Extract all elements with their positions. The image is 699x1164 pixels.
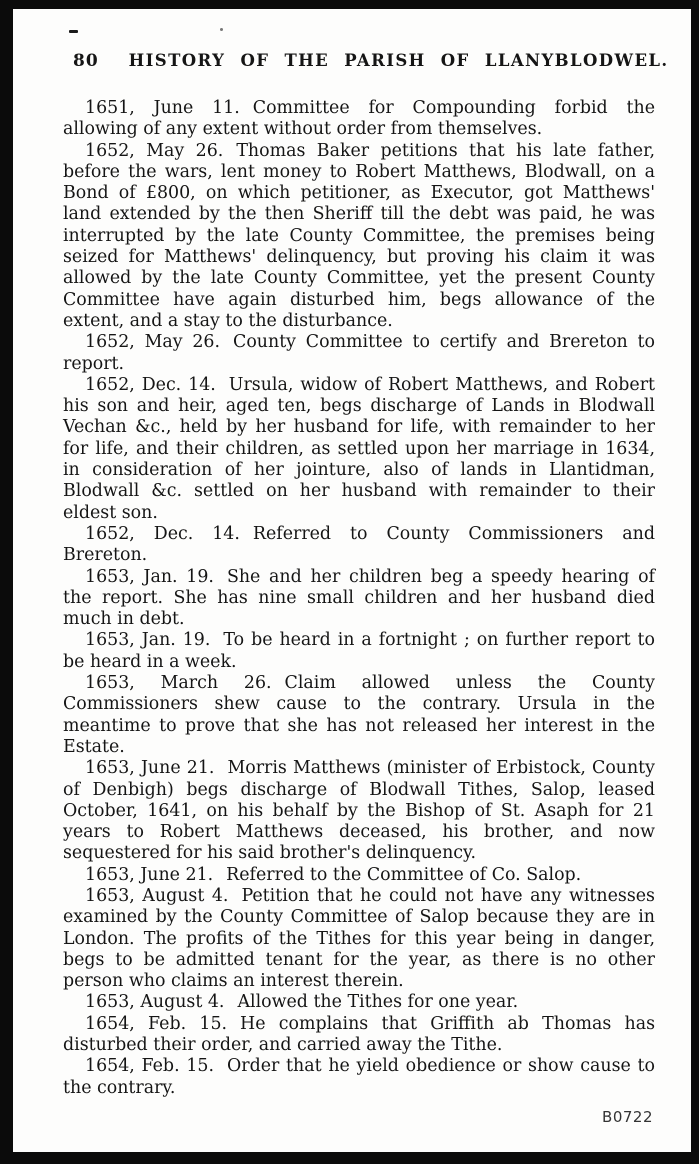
entry-paragraph [63, 630, 655, 673]
entry-date: 1654, Feb. 15. [85, 1056, 214, 1077]
entry-text: Petition that he could not have any witnesses examined by the County Committee of Salop because they are in London. The profits of the Tithes for this year being in danger, begs to be admitted tenant for the year, as there is no other person who claims an interest therein. [63, 885, 655, 992]
entry-date: 1654, Feb. 15. [85, 1013, 228, 1034]
entry-date: 1653, June 21. [85, 864, 214, 885]
entry-date: 1653, August 4. [85, 992, 225, 1013]
entry-date: 1653, March 26. [85, 673, 272, 694]
entry-text: Ursula, widow of Robert Matthews, and Robert his son and heir, aged ten, begs discharge of Lands in Blodwall Vechan &c., held by her husband for life, with remainder to her for life, and their children, as settled upon her marriage in 1634, in consideration of her jointure, also of lands in Llantidman, Blodwall &c. settled on her husband with remainder to their eldest son. [63, 374, 655, 523]
scan-dot-artifact [220, 28, 223, 31]
entry-paragraph [63, 1014, 655, 1057]
entry-text: Referred to the Committee of Co. Salop. [226, 864, 582, 885]
entry-date: 1652, Dec. 14. [85, 523, 240, 544]
entry-date: 1652, May 26. [85, 140, 224, 161]
text-block [13, 98, 691, 1099]
entry-date: 1651, June 11. [85, 98, 240, 118]
entry-paragraph [63, 673, 655, 758]
entry-text: Thomas Baker petitions that his late father, before the wars, lent money to Robert Matthews, Blodwall, on a Bond of £800, on which petitioner, as Executor, got Matthews' land extended by the then Sheriff till the debt was paid, he was interrupted by the late County Committee, the premises being seized for Matthews' delinquency, but proving his claim it was allowed by the late County Committee, yet the present County Committee have again disturbed him, begs allowance of the extent, and a stay to the disturbance. [63, 140, 656, 331]
entry-paragraph [63, 524, 655, 567]
entry-text: He complains that Griffith ab Thomas has disturbed their order, and carried away the Tithe. [63, 1013, 655, 1056]
entry-text: To be heard in a fortnight ; on further report to be heard in a week. [63, 630, 655, 672]
page-header [73, 51, 669, 71]
entry-paragraph [63, 98, 655, 141]
entry-text: County Committee to certify and Brereton to report. [63, 332, 655, 374]
entry-text: Committee for Compounding forbid the allowing of any extent without order from themselves. [63, 98, 655, 140]
entry-text: Allowed the Tithes for one year. [237, 992, 519, 1013]
entry-date: 1653, Jan. 19. [85, 566, 214, 587]
entry-paragraph [63, 758, 655, 864]
entry-text: Order that he yield obedience or show cause to the contrary. [63, 1056, 655, 1098]
running-head: HISTORY OF THE PARISH OF LLANYBLODWEL. [128, 51, 669, 70]
entry-paragraph [63, 567, 655, 631]
entry-date: 1653, August 4. [85, 885, 229, 906]
entry-paragraph [63, 865, 655, 886]
entry-text: She and her children beg a speedy hearing of the report. She has nine small children and her husband died much in debt. [63, 566, 655, 630]
entry-date: 1652, Dec. 14. [85, 374, 216, 395]
page-number: 80 [73, 51, 99, 71]
entry-paragraph [63, 1056, 655, 1099]
entry-date: 1652, May 26. [85, 332, 221, 353]
page-sheet [13, 9, 691, 1152]
entry-paragraph [63, 886, 655, 992]
entry-text: Morris Matthews (minister of Erbistock, County of Denbigh) begs discharge of Blodwall Tithes, Salop, leased October, 1641, on his behalf by the Bishop of St. Asaph for 21 years to Robert Matthews deceased, his brother, and now sequestered for his said brother's delinquency. [63, 758, 655, 864]
entry-date: 1653, Jan. 19. [85, 630, 211, 651]
entry-paragraph [63, 992, 655, 1013]
entry-text: Referred to County Commissioners and Brereton. [63, 523, 655, 566]
entry-paragraph [63, 141, 655, 333]
scan-code: B0722 [602, 1108, 653, 1126]
entry-paragraph [63, 332, 655, 375]
scan-dash-artifact [69, 30, 78, 33]
entry-text: Claim allowed unless the County Commissioners shew cause to the contrary. Ursula in the meantime to prove that she has not released her interest in the Estate. [63, 673, 655, 757]
entry-date: 1653, June 21. [85, 758, 215, 779]
entry-paragraph [63, 375, 655, 524]
